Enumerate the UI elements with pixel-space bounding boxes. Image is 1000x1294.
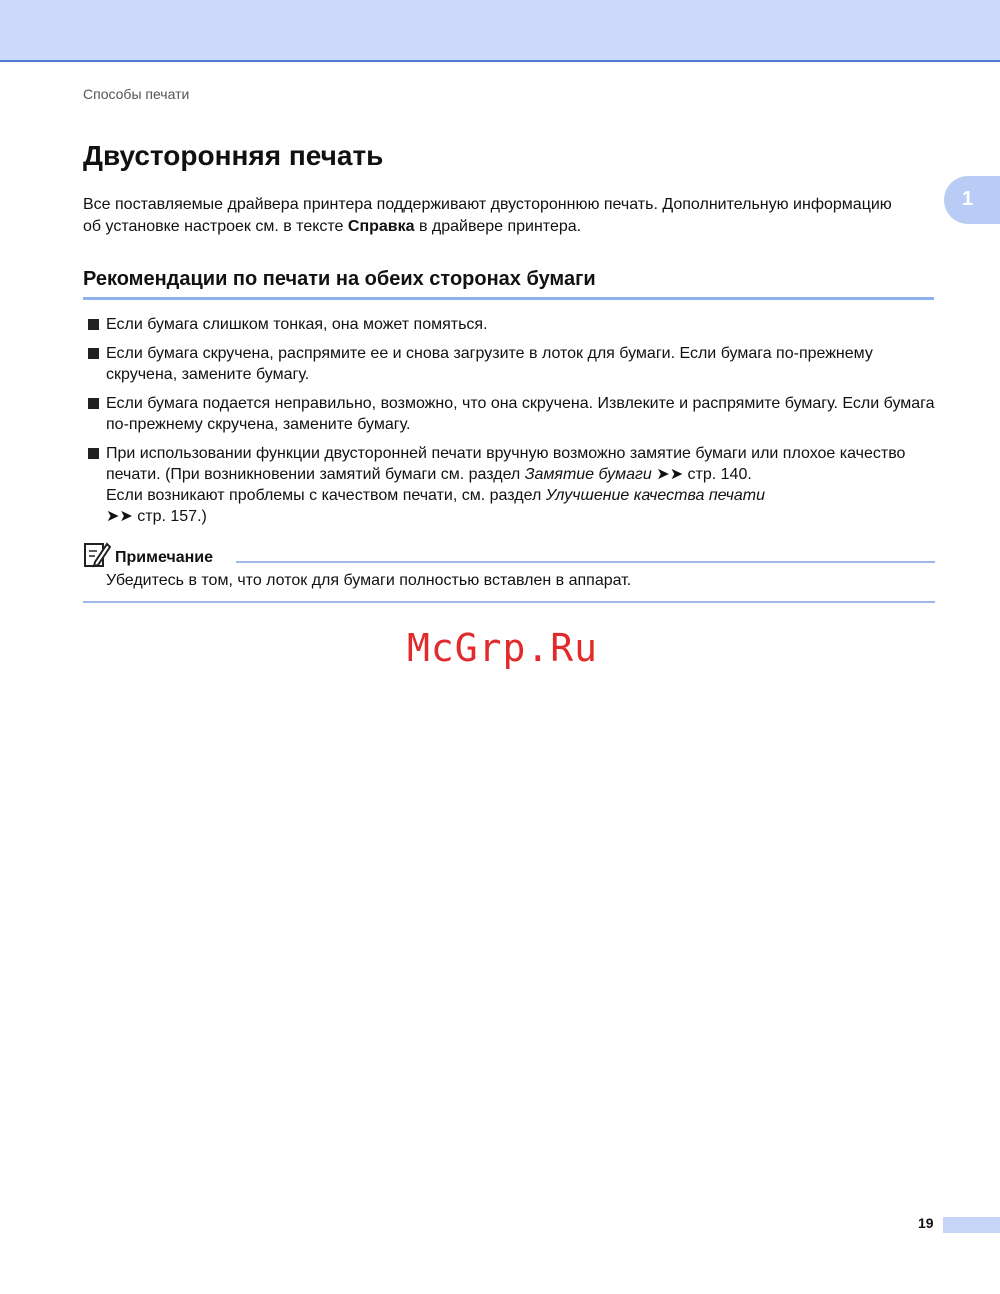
bullet-square-icon: [88, 448, 99, 459]
page-tab: [943, 1217, 1000, 1233]
chapter-tab: [944, 176, 1000, 224]
note-pencil-icon: [83, 540, 111, 570]
note-divider: [83, 601, 935, 603]
list-item: Если бумага подается неправильно, возможно, что она скручена. Извлеките и распрямите бумагу. Если бумага по-прежнему скручена, замените бумагу.: [88, 393, 938, 435]
list-item: При использовании функции двусторонней печати вручную возможно замятие бумаги или плохое качество печати. (При возникновении замятий бумаги см. раздел Замятие бумаги ➤➤ стр. 140. Если возникают проблемы с качеством печати, см. раздел Улучшение качества печати ➤➤ стр. 157.): [88, 443, 938, 527]
page-title: Двусторонняя печать: [83, 140, 384, 171]
list-item: Если бумага скручена, распрямите ее и снова загрузите в лоток для бумаги. Если бумага по-прежнему скручена, замените бумагу.: [88, 343, 938, 385]
print-quality-link[interactable]: Улучшение качества печати: [545, 487, 766, 504]
chapter-number: 1: [962, 188, 974, 210]
list-item: Если бумага слишком тонкая, она может помяться.: [88, 314, 938, 335]
note-divider: [236, 561, 935, 563]
bullet-square-icon: [88, 348, 99, 359]
note-box: [83, 540, 935, 604]
page-number: 19: [918, 1215, 934, 1231]
recommendation-list: [88, 314, 938, 535]
top-band: [0, 0, 1000, 62]
double-arrow-icon: ➤➤: [656, 466, 684, 483]
paper-jam-link[interactable]: Замятие бумаги: [524, 466, 652, 483]
note-text: Убедитесь в том, что лоток для бумаги полностью вставлен в аппарат.: [106, 572, 632, 589]
watermark: McGrp.Ru: [407, 626, 599, 670]
running-header: Способы печати: [83, 86, 190, 102]
bullet-square-icon: [88, 319, 99, 330]
help-reference: Справка: [347, 218, 415, 235]
section-heading: Рекомендации по печати на обеих сторонах бумаги: [83, 268, 934, 300]
note-title: Примечание: [115, 549, 214, 566]
bullet-square-icon: [88, 398, 99, 409]
double-arrow-icon: ➤➤: [106, 508, 133, 525]
intro-paragraph: Все поставляемые драйвера принтера поддерживают двустороннюю печать. Дополнительную информацию об установке настроек см. в тексте Справка в драйвере принтера.: [83, 196, 892, 235]
